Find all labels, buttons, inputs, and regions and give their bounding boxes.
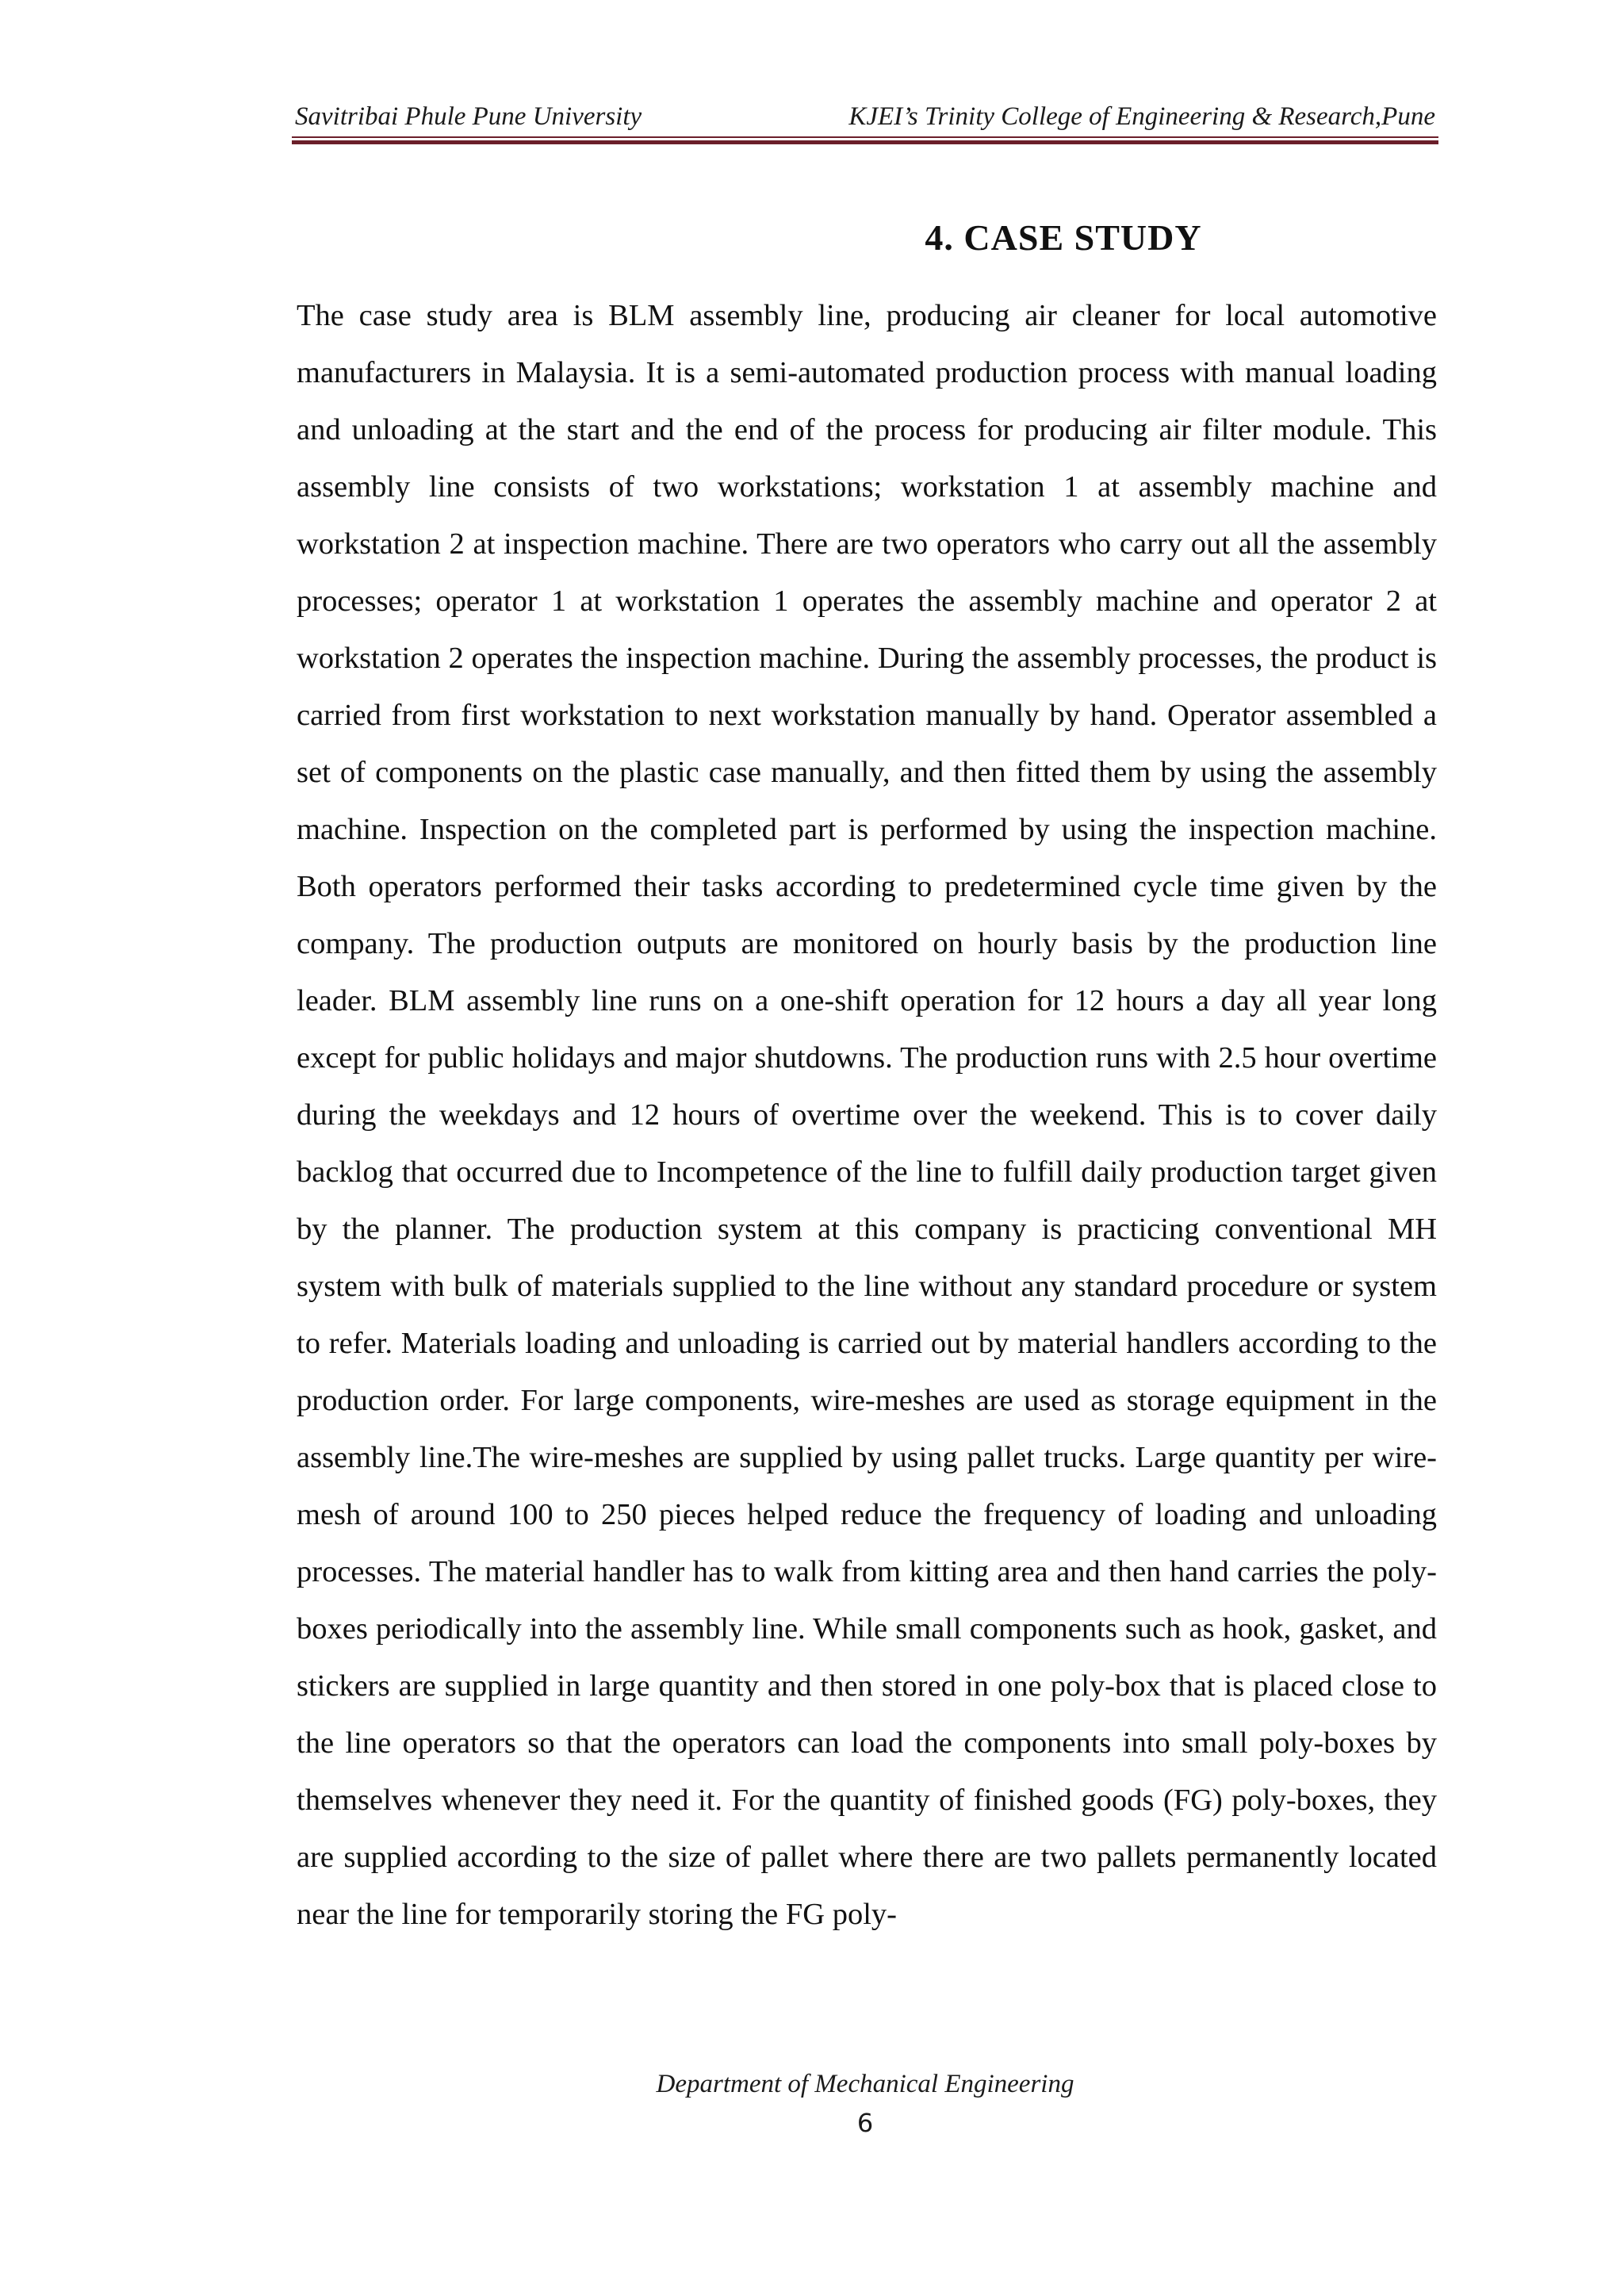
- page-number: 6: [856, 2108, 874, 2138]
- header-college: KJEI’s Trinity College of Engineering & Research,Pune: [848, 102, 1435, 131]
- header-divider-thick-line: [292, 140, 1438, 144]
- running-header: [295, 94, 1435, 132]
- body-paragraph: The case study area is BLM assembly line, producing air cleaner for local automotive manufacturers in Malaysia. It is a semi-automated production process with manual loading and unloading at the start and the end of the process for producing air filter module. This assembly line consists of two workstations; workstation 1 at assembly machine and workstation 2 at inspection machine. There are two operators who carry out all the assembly processes; operator 1 at workstation 1 operates the assembly machine and operator 2 at workstation 2 operates the inspection machine. During the assembly processes, the product is carried from first workstation to next workstation manually by hand. Operator assembled a set of components on the plastic case manually, and then fitted them by using the assembly machine. Inspection on the completed part is performed by using the inspection machine. Both operators performed their tasks according to predetermined cycle time given by the company. The production outputs are monitored on hourly basis by the production line leader. BLM assembly line runs on a one-shift operation for 12 hours a day all year long except for public holidays and major shutdowns. The production runs with 2.5 hour overtime during the weekdays and 12 hours of overtime over the weekend. This is to cover daily backlog that occurred due to Incompetence of the line to fulfill daily production target given by the planner. The production system at this company is practicing conventional MH system with bulk of materials supplied to the line without any standard procedure or system to refer. Materials loading and unloading is carried out by material handlers according to the production order. For large components, wire-meshes are used as storage equipment in the assembly line.The wire-meshes are supplied by using pallet trucks. Large quantity per wire-mesh of around 100 to 250 pieces helped reduce the frequency of loading and unloading processes. The material handler has to walk from kitting area and then hand carries the poly-boxes periodically into the assembly line. While small components such as hook, gasket, and stickers are supplied in large quantity and then stored in one poly-box that is placed close to the line operators so that the operators can load the components into small poly-boxes by themselves whenever they need it. For the quantity of finished goods (FG) poly-boxes, they are supplied according to the size of pallet where there are two pallets permanently located near the line for temporarily storing the FG poly-: [297, 299, 1437, 1931]
- header-divider-thin-line: [292, 136, 1438, 138]
- header-university: Savitribai Phule Pune University: [295, 102, 642, 131]
- footer-department: Department of Mechanical Engineering: [656, 2070, 1074, 2098]
- chapter-title: 4. CASE STUDY: [925, 216, 1202, 258]
- header-divider: [292, 136, 1438, 144]
